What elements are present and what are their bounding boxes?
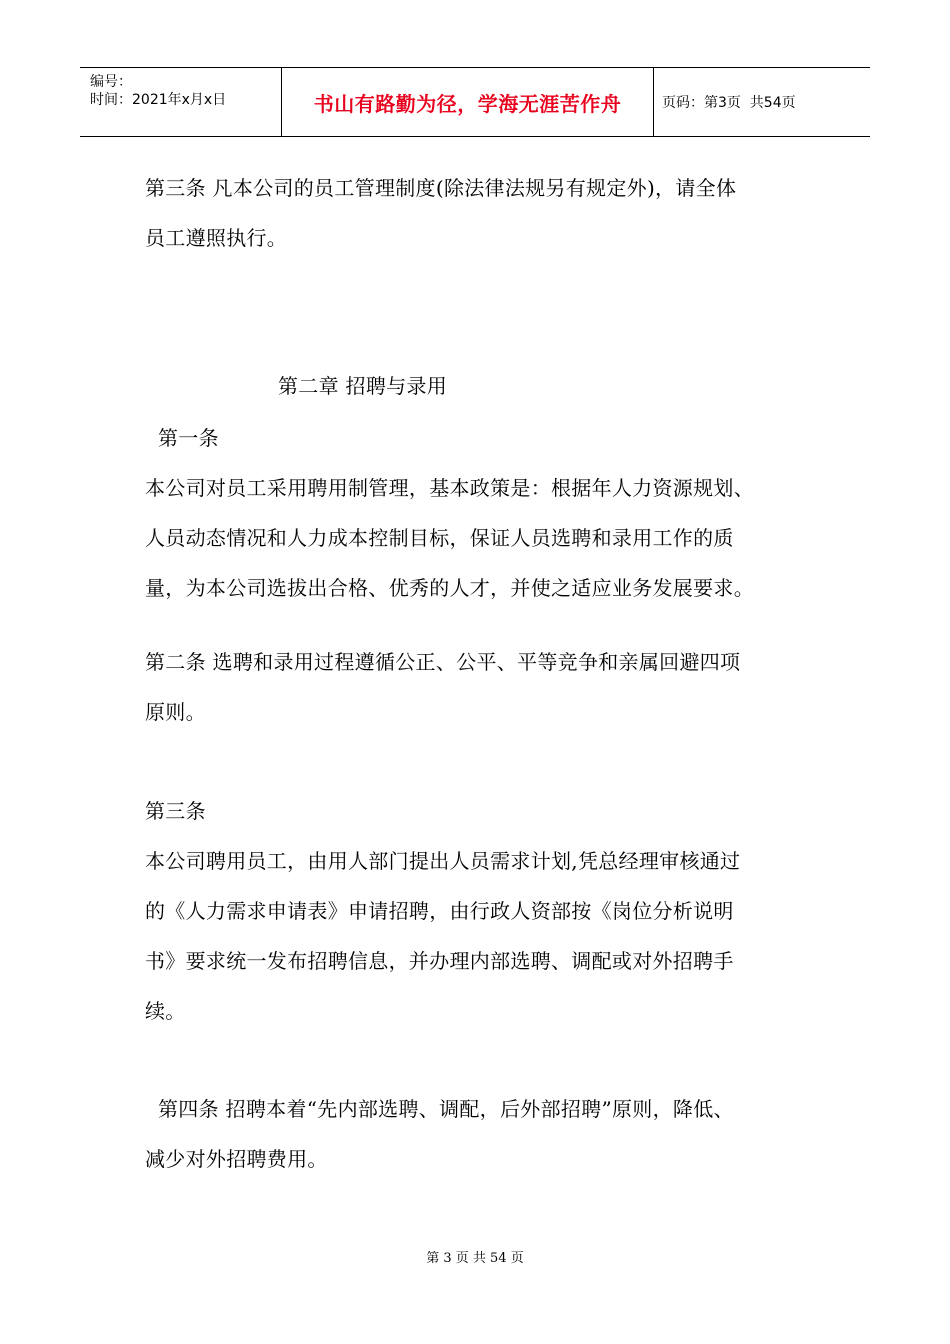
header-meta-cell: [80, 68, 282, 136]
paragraph-line: 员工遵照执行。: [145, 226, 288, 250]
header-table: [80, 67, 870, 137]
page-footer: 第 3 页 共 54 页: [426, 1251, 524, 1266]
paragraph-line: 书》要求统一发布招聘信息，并办理内部选聘、调配或对外招聘手: [145, 949, 734, 973]
article-heading: 第一条: [158, 426, 219, 450]
paragraph-line: 的《人力需求申请表》申请招聘，由行政人资部按《岗位分析说明: [145, 899, 734, 923]
header-motto-cell: [282, 68, 654, 136]
article-heading: 第三条: [145, 799, 206, 823]
paragraph-line: 量，为本公司选拔出合格、优秀的人才，并使之适应业务发展要求。: [145, 576, 754, 600]
paragraph-line: 本公司对员工采用聘用制管理，基本政策是：根据年人力资源规划、: [145, 476, 754, 500]
paragraph-line: 人员动态情况和人力成本控制目标，保证人员选聘和录用工作的质: [145, 526, 734, 550]
paragraph-line: 第四条 招聘本着“先内部选聘、调配，后外部招聘”原则，降低、: [158, 1097, 734, 1121]
time-label: 时间：2021年x月x日: [90, 92, 227, 108]
paragraph-line: 本公司聘用员工，由用人部门提出人员需求计划,凭总经理审核通过: [145, 849, 741, 873]
paragraph-line: 原则。: [145, 700, 206, 724]
paragraph-line: 续。: [145, 999, 186, 1023]
paragraph-line: 第二条 选聘和录用过程遵循公正、公平、平等竞争和亲属回避四项: [145, 650, 741, 674]
paragraph-line: 减少对外招聘费用。: [145, 1147, 328, 1171]
code-label: 编号：: [90, 74, 132, 90]
motto-text: 书山有路勤为径，学海无涯苦作舟: [313, 91, 622, 116]
chapter-title: 第二章 招聘与录用: [278, 374, 448, 398]
paragraph-line: 第三条 凡本公司的员工管理制度(除法律法规另有规定外)，请全体: [145, 176, 737, 200]
page-info: 页码：第3页 共54页: [662, 95, 796, 111]
